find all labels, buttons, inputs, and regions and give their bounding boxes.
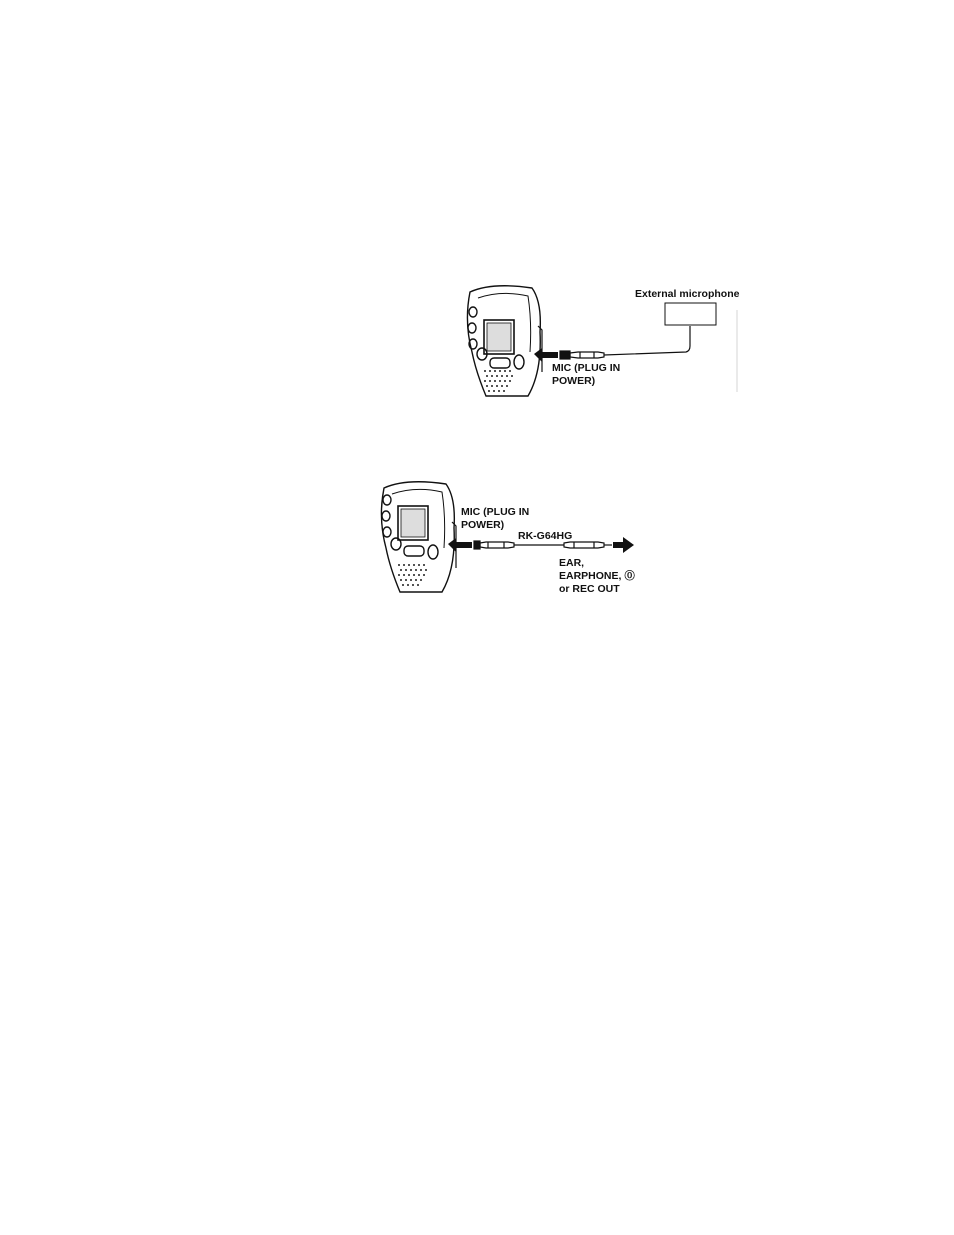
plug-in-arrow-icon — [534, 348, 558, 362]
external-microphone-diagram — [462, 282, 752, 398]
speaker-grille — [484, 370, 513, 392]
recorder-device — [467, 286, 542, 396]
connecting-cord-diagram — [376, 478, 666, 594]
speaker-grille — [398, 564, 427, 586]
source-label-line3: or REC OUT — [559, 583, 620, 595]
mic-jack-label-line2: POWER) — [552, 375, 596, 387]
microphone-plug — [560, 351, 604, 359]
cable-model-label: RK-G64HG — [518, 530, 573, 542]
mic-jack-label-line1: MIC (PLUG IN — [552, 362, 621, 374]
plug-out-arrow-icon — [613, 537, 634, 553]
external-microphone-label: External microphone — [635, 288, 740, 300]
mic-jack-label-line2: POWER) — [461, 519, 505, 531]
source-label-line1: EAR, — [559, 557, 585, 569]
cord-plug-left — [474, 541, 514, 549]
microphone-cable — [604, 326, 690, 355]
external-microphone-box — [665, 303, 716, 325]
mic-jack-label-line1: MIC (PLUG IN — [461, 506, 530, 518]
plug-in-arrow-icon — [448, 538, 472, 552]
source-label-line2: EARPHONE, ⓪ — [559, 570, 635, 582]
